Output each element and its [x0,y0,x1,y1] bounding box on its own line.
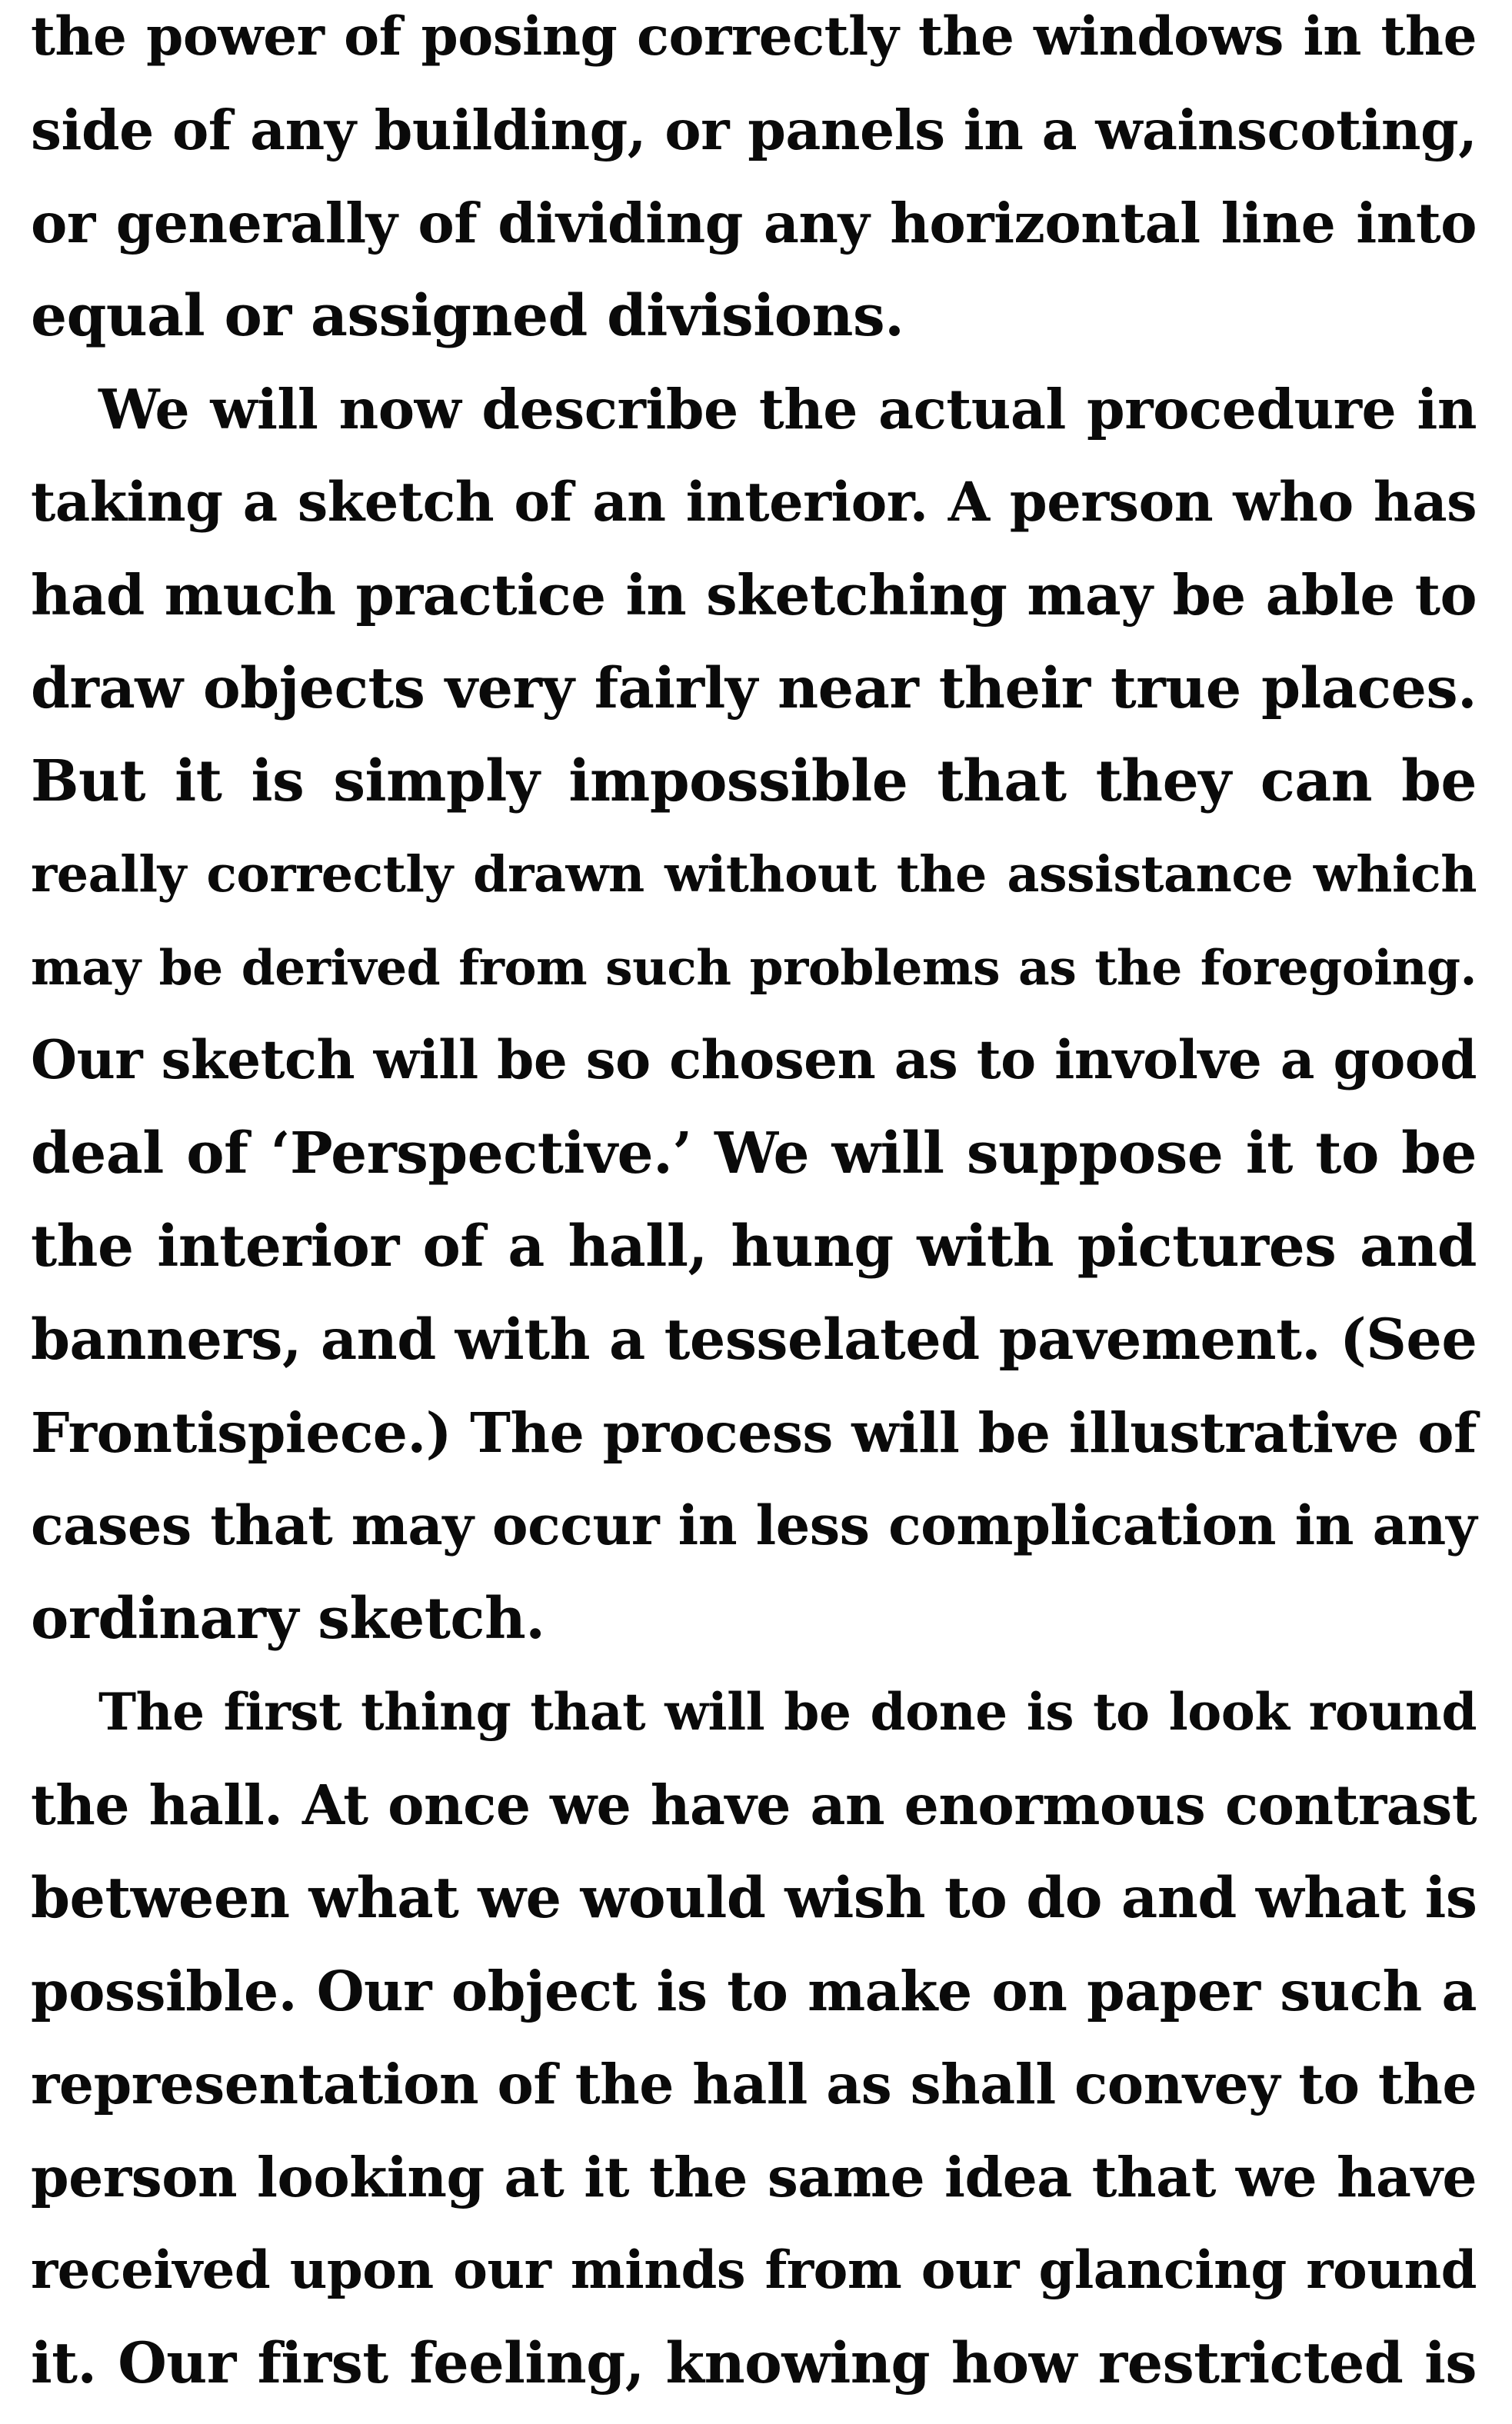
text-line: cases that may occur in less complication in any [31,1493,1477,1557]
text-line: equal or assigned divisions. [31,283,904,349]
text-line: the interior of a hall, hung with pictures and [31,1214,1477,1280]
text-line: the power of posing correctly the windows in the [31,5,1477,68]
text-line: person looking at it the same idea that we have [31,2145,1477,2209]
text-line: between what we would wish to do and what is [31,1865,1477,1931]
text-line: ordinary sketch. [31,1586,545,1652]
paragraph-start-line: We will now describe the actual procedure in [98,377,1477,441]
text-line: banners, and with a tesselated pavement. (See [31,1307,1477,1373]
text-line: side of any building, or panels in a wainscoting, [31,98,1477,162]
text-line: the hall. At once we have an enormous contrast [31,1773,1477,1837]
text-line: taking a sketch of an interior. A person who has [31,470,1477,534]
text-line: Frontispiece.) The process will be illustrative of [31,1400,1477,1465]
text-line: had much practice in sketching may be able to [31,562,1477,628]
text-line: deal of ‘Perspective.’ We will suppose it to be [31,1120,1477,1187]
text-line: representation of the hall as shall convey to the [31,2052,1477,2116]
text-line: really correctly drawn without the assistance which [31,845,1477,904]
text-line: it. Our first feeling, knowing how restricted is [31,2330,1477,2396]
text-line: Our sketch will be so chosen as to involve a good [31,1029,1477,1091]
text-line: received upon our minds from our glancing round [31,2239,1477,2300]
text-line: draw objects very fairly near their true places. [31,655,1477,721]
paragraph-start-line: The first thing that will be done is to look round [98,1682,1477,1742]
text-line: possible. Our object is to make on paper such a [31,1959,1477,2023]
text-line: But it is simply impossible that they can be [31,748,1477,814]
text-line: or generally of dividing any horizontal line into [31,191,1477,255]
text-line: may be derived from such problems as the foregoing. [31,939,1477,996]
